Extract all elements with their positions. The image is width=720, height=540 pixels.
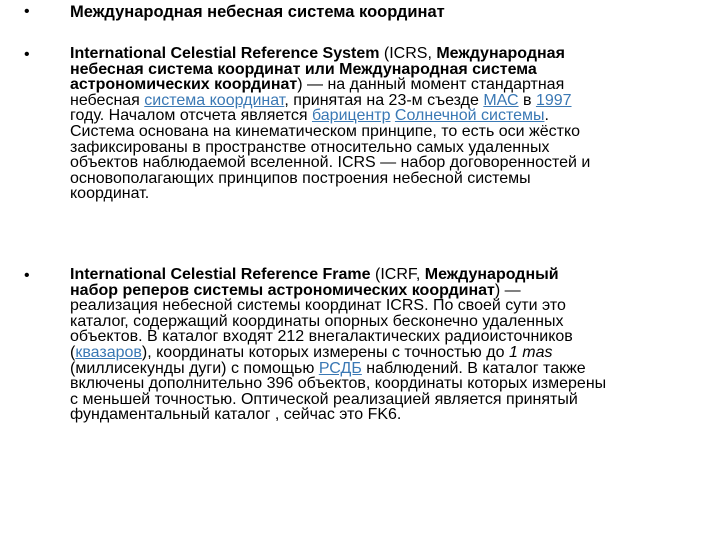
text-line: небесная система координат или Международная система — [70, 60, 537, 78]
text-line: с меньшей точностью. Оптической реализацией является принятый — [70, 390, 578, 408]
term-ru: набор реперов системы астрономических координат — [70, 281, 495, 299]
text-line: включены дополнительно 396 объектов, координаты которых измерены — [70, 375, 607, 393]
text-span: в — [518, 91, 536, 109]
link-quasars[interactable]: квазаров — [75, 343, 142, 361]
text-line: Система основана на кинематическом принципе, то есть оси жёстко — [70, 122, 581, 140]
term-ru: Международная — [436, 45, 565, 62]
text-line: реализация небесной системы координат ICRS. По своей сути это — [70, 297, 566, 315]
link-coordinate-system[interactable]: система координат — [144, 91, 285, 109]
link-solar-system[interactable]: Солнечной системы — [394, 107, 545, 125]
link-year-1997[interactable]: 1997 — [535, 91, 572, 109]
text-line: объектов. В каталог входят 212 внегалактических радиоисточников — [70, 328, 573, 346]
text-span: ( — [70, 343, 76, 361]
text-span: ) — — [494, 281, 521, 299]
text-span: небесная — [70, 91, 145, 109]
text-span: (миллисекунды дуги) с помощью — [70, 359, 319, 377]
icrs-paragraph — [70, 46, 700, 202]
term-icrs: International Celestial Reference System — [70, 45, 380, 62]
text-line: фундаментальный каталог , сейчас это FK6. — [70, 406, 402, 424]
icrf-paragraph — [70, 267, 700, 423]
text-line: координат. — [70, 185, 150, 203]
text-span: , принятая на 23-м съезде — [284, 91, 484, 109]
text-line — [70, 108, 700, 124]
text-span: ), координаты которых измерены с точностью до — [141, 343, 509, 361]
text-line — [70, 283, 700, 299]
term-ru: Международный — [424, 266, 559, 283]
text-line — [70, 93, 700, 109]
bullet-marker: • — [24, 46, 30, 63]
text-line: каталог, содержащий координаты опорных бесконечно удаленных — [70, 312, 564, 330]
text-line — [70, 361, 700, 377]
link-iau[interactable]: МАС — [483, 91, 519, 109]
term-ru: астрономических координат — [70, 76, 298, 94]
term-icrf: International Celestial Reference Frame — [70, 266, 371, 283]
text-line — [70, 345, 700, 361]
link-barycenter[interactable]: барицентр — [311, 107, 391, 125]
bullet-marker: • — [24, 3, 30, 20]
text-span: . — [544, 107, 549, 125]
text-line — [70, 267, 700, 283]
text-line — [70, 77, 700, 93]
bullet-marker: • — [24, 267, 30, 284]
text-line: основополагающих принципов построения небесной системы — [70, 169, 531, 187]
text-line: зафиксированы в пространстве относительно самых удаленных — [70, 138, 550, 156]
link-vlbi[interactable]: РСДБ — [318, 359, 362, 377]
text-span: ) — на данный момент стандартная — [297, 76, 565, 94]
text-span: году. Началом отсчета является — [70, 107, 312, 125]
text-span: (ICRF, — [370, 266, 425, 283]
unit-mas: 1 mas — [508, 343, 553, 361]
text-span: наблюдений. В каталог также — [361, 359, 586, 377]
text-line: объектов наблюдаемой вселенной. ICRS — набор договоренностей и — [70, 154, 591, 172]
slide-title: Международная небесная система координат — [70, 3, 445, 21]
text-span: (ICRS, — [379, 45, 437, 62]
text-line — [70, 46, 700, 62]
